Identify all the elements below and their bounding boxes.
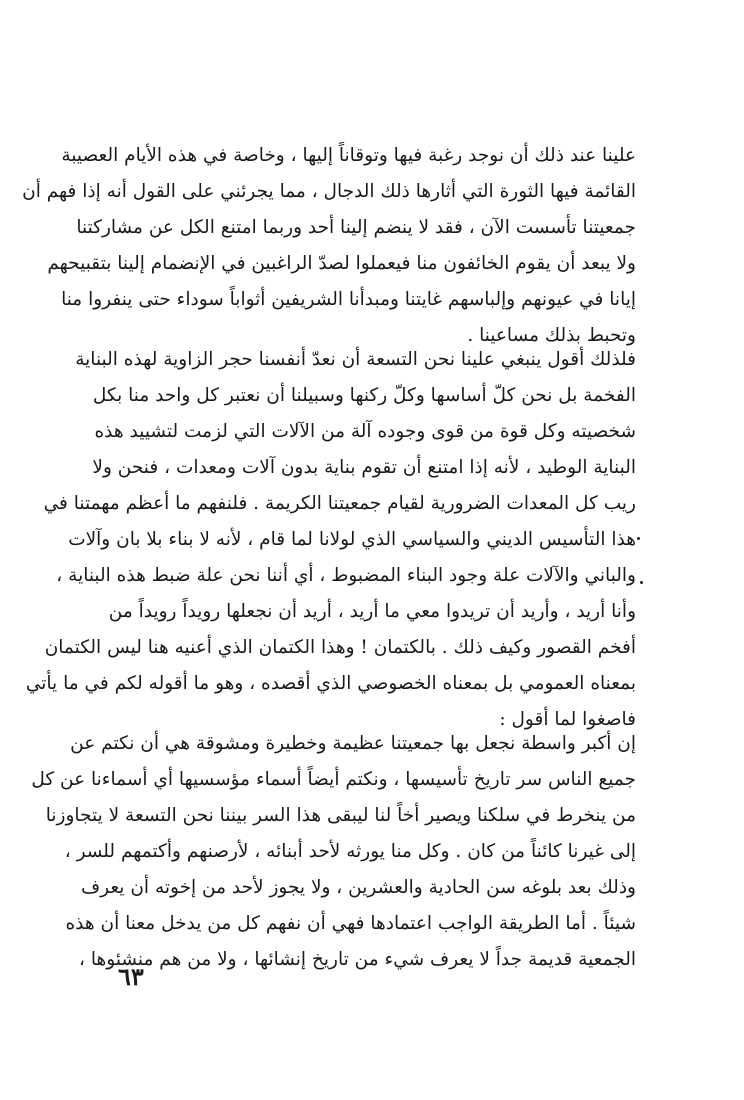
text-line: فلذلك أقول ينبغي علينا نحن التسعة أن نعدّ أنفسنا حجر الزاوية لهذه البناية (75, 349, 636, 370)
text-line: جمعيتنا تأسست الآن ، فقد لا ينضم إلينا أحد وربما امتنع الكل عن مشاركتنا (76, 217, 636, 238)
text-line: الجمعية قديمة جداً لا يعرف شيء من تاريخ إنشائها ، ولا من هم منشئوها ، (79, 949, 636, 970)
text-line: وتحبط بذلك مساعينا . (467, 325, 636, 346)
text-line: شخصيته وكل قوة من قوى وجوده آلة من الآلات التي لزمت لتشييد هذه (94, 421, 636, 442)
text-line: البناية الوطيد ، لأنه إذا امتنع أن تقوم بناية بدون آلات ومعدات ، فنحن ولا (92, 457, 636, 478)
text-line: من ينخرط في سلكنا ويصير أخاً لنا ليبقى هذا السر بيننا نحن التسعة لا يتجاوزنا (45, 805, 636, 826)
page-number: ٦٣ (118, 962, 144, 991)
paragraph-1 (22, 138, 636, 354)
text-line: فاصغوا لما أقول : (499, 709, 636, 730)
text-line: والباني والآلات علة وجود البناء المضبوط ، أي أننا نحن علة ضبط هذه البناية ، (56, 565, 636, 586)
text-line: ولا يبعد أن يقوم الخائفون منا فيعملوا لصدّ الراغبين في الإنضمام إلينا بتقبيحهم (47, 253, 636, 274)
paragraph-3 (31, 726, 636, 978)
text-line: وأنا أريد ، وأريد أن تريدوا معي ما أريد ، أريد أن نجعلها رويداً رويداً من (108, 601, 636, 622)
scan-speck (637, 537, 640, 540)
text-line: إيانا في عيونهم وإلباسهم غايتنا ومبدأنا الشريفين أثواباً سوداء حتى ينفروا منا (61, 289, 636, 310)
text-line: إلى غيرنا كائناً من كان . وكل منا يورثه لأحد أبنائه ، لأرصنهم وأكتمهم للسر ، (64, 841, 636, 862)
text-line: ريب كل المعدات الضرورية لقيام جمعيتنا الكريمة . فلنفهم ما أعظم مهمتنا في (43, 493, 636, 514)
paragraph-2 (25, 342, 636, 738)
text-line: علينا عند ذلك أن نوجد رغبة فيها وتوقاناً إليها ، وخاصة في هذه الأيام العصيبة (61, 145, 636, 166)
text-line: وذلك بعد بلوغه سن الحادية والعشرين ، ولا يجوز لأحد من إخوته أن يعرف (81, 877, 636, 898)
text-line: أفخم القصور وكيف ذلك . بالكتمان ! وهذا الكتمان الذي أعنيه هنا ليس الكتمان (44, 637, 636, 658)
text-line: إن أكبر واسطة نجعل بها جمعيتنا عظيمة وخطيرة ومشوقة هي أن نكتم عن (70, 733, 636, 754)
text-line: جميع الناس سر تاريخ تأسيسها ، ونكتم أيضاً أسماء مؤسسيها أي أسماءنا عن كل (31, 769, 636, 790)
text-line: بمعناه العمومي بل بمعناه الخصوصي الذي أقصده ، وهو ما أقوله لكم في ما يأتي (25, 673, 636, 694)
text-line: هذا التأسيس الديني والسياسي الذي لولانا لما قام ، لأنه لا بناء بلا بان وآلات (68, 529, 636, 550)
text-line: الفخمة بل نحن كلّ أساسها وكلّ ركنها وسبيلنا أن نعتبر كل واحد منا بكل (92, 385, 636, 406)
text-line: شيئاً . أما الطريقة الواجب اعتمادها فهي أن نفهم كل من يدخل معنا أن هذه (65, 913, 636, 934)
text-line: القائمة فيها الثورة التي أثارها ذلك الدجال ، مما يجرئني على القول أنه إذا فهم أن (22, 181, 636, 202)
scan-speck (640, 581, 643, 584)
